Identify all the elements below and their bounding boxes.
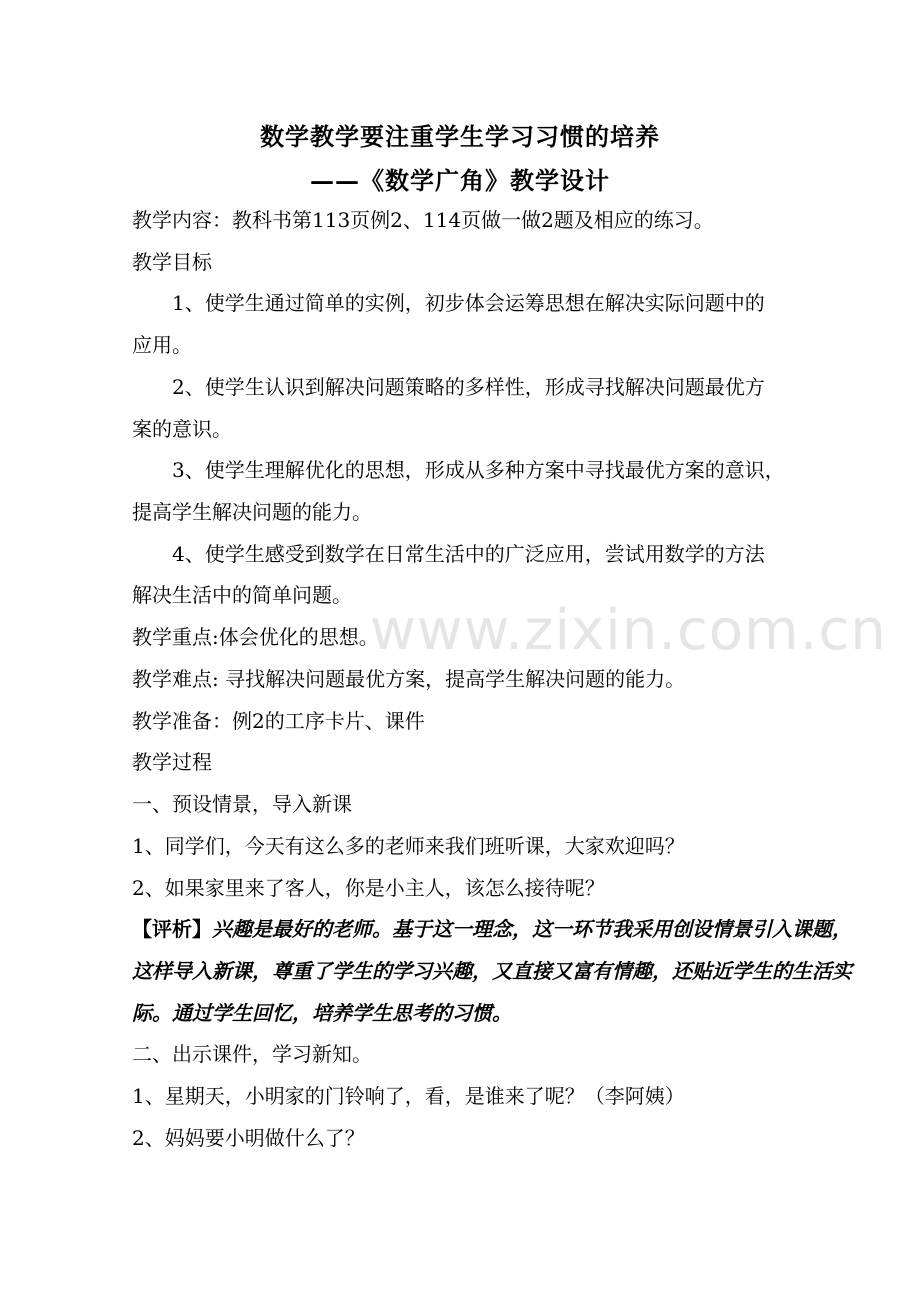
section-2-item-1: 1、星期天，小明家的门铃响了，看，是谁来了呢？（李阿姨） — [132, 1084, 685, 1108]
goal-4-line-2: 解决生活中的简单问题。 — [132, 583, 352, 607]
evaluation-label: 【评析】 — [132, 917, 212, 941]
teaching-preparation: 教学准备：例2的工序卡片、课件 — [132, 709, 425, 733]
teaching-focus: 教学重点:体会优化的思想。 — [132, 625, 379, 649]
evaluation-text-2: 这样导入新课，尊重了学生的学习兴趣，又直接又富有情趣，还贴近学生的生活实 — [132, 959, 852, 983]
evaluation-text-3: 际。通过学生回忆，培养学生思考的习惯。 — [132, 1001, 512, 1025]
evaluation-text-1: 兴趣是最好的老师。基于这一理念，这一环节我采用创设情景引入课题， — [212, 917, 852, 941]
section-2-heading: 二、出示课件，学习新知。 — [132, 1042, 372, 1066]
section-1-heading: 一、预设情景，导入新课 — [132, 792, 352, 816]
section-1-item-1: 1、同学们，今天有这么多的老师来我们班听课，大家欢迎吗？ — [132, 834, 685, 858]
teaching-content: 教学内容：教科书第113页例2、114页做一做2题及相应的练习。 — [132, 208, 714, 232]
document-subtitle: ——《数学广角》教学设计 — [310, 166, 610, 195]
teaching-process-heading: 教学过程 — [132, 750, 212, 774]
evaluation-line-1 — [132, 917, 852, 941]
watermark: www.zixin.com.cn — [370, 598, 887, 663]
goal-1-line-1: 1、使学生通过简单的实例，初步体会运筹思想在解决实际问题中的 — [172, 291, 765, 315]
goal-2-line-1: 2、使学生认识到解决问题策略的多样性，形成寻找解决问题最优方 — [172, 375, 765, 399]
goal-2-line-2: 案的意识。 — [132, 417, 232, 441]
goal-1-line-2: 应用。 — [132, 333, 192, 357]
goal-3-line-2: 提高学生解决问题的能力。 — [132, 500, 372, 524]
section-1-item-2: 2、如果家里来了客人，你是小主人，该怎么接待呢？ — [132, 876, 605, 900]
teaching-difficulty: 教学难点: 寻找解决问题最优方案，提高学生解决问题的能力。 — [132, 667, 686, 691]
goal-3-line-1: 3、使学生理解优化的思想，形成从多种方案中寻找最优方案的意识， — [172, 458, 785, 482]
goal-4-line-1: 4、使学生感受到数学在日常生活中的广泛应用，尝试用数学的方法 — [172, 542, 765, 566]
teaching-goals-heading: 教学目标 — [132, 250, 212, 274]
document-title: 数学教学要注重学生学习习惯的培养 — [260, 122, 660, 151]
section-2-item-2: 2、妈妈要小明做什么了？ — [132, 1126, 365, 1150]
